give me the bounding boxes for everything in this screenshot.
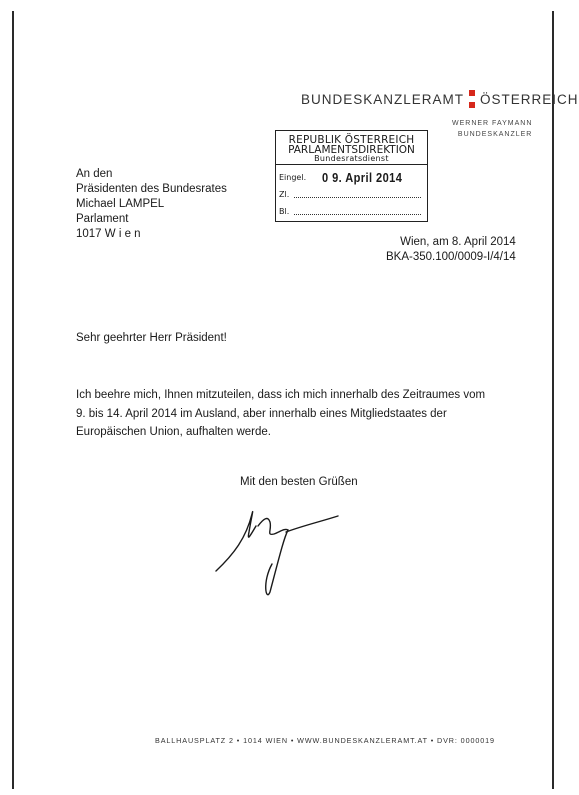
recipient-line-3: Michael LAMPEL: [76, 198, 165, 210]
recipient-line-4: Parlament: [76, 213, 129, 225]
stamp-bl-line: [294, 206, 421, 215]
stamp-line-1: REPUBLIK ÖSTERREICH: [288, 134, 415, 146]
logo-text-right: ÖSTERREICH: [480, 91, 579, 107]
recipient-line-2: Präsidenten des Bundesrates: [76, 183, 227, 195]
stamp-bl-label: Bl.: [279, 207, 290, 216]
recipient-line-5: 1017 W i e n: [76, 228, 141, 240]
place-date: Wien, am 8. April 2014: [400, 236, 516, 248]
closing-phrase: Mit den besten Grüßen: [240, 476, 358, 488]
stamp-line-3: Bundesratsdienst: [314, 154, 389, 163]
official-title: BUNDESKANZLER: [457, 131, 533, 138]
official-name: WERNER FAYMANN: [452, 120, 533, 127]
stamp-eingel-date: 0 9. April 2014: [322, 170, 403, 185]
footer-address: BALLHAUSPLATZ 2 • 1014 WIEN • WWW.BUNDESKANZLERAMT.AT • DVR: 0000019: [155, 736, 495, 745]
stamp-zl-label: Zl.: [279, 190, 290, 199]
logo-text-left: BUNDESKANZLERAMT: [301, 91, 465, 107]
letterhead-logo: [301, 90, 579, 108]
recipient-line-1: An den: [76, 168, 113, 180]
reference-number: BKA-350.100/0009-I/4/14: [386, 251, 516, 263]
recipient-address: [76, 167, 227, 242]
austrian-flag-icon: [469, 90, 475, 108]
stamp-divider: [276, 164, 427, 165]
letter-body: Ich beehre mich, Ihnen mitzuteilen, dass ich mich innerhalb des Zeitraumes vom 9. bis 14. April 2014 im Ausland, aber innerhalb eines Mitgliedstaates der Europäischen Union, aufhalten werde.: [76, 389, 486, 438]
stamp-line-2: PARLAMENTSDIREKTION: [288, 144, 415, 156]
receipt-stamp: [275, 130, 428, 222]
letter-page: [12, 11, 579, 789]
salutation: Sehr geehrter Herr Präsident!: [76, 332, 227, 344]
stamp-zl-line: [294, 189, 421, 198]
stamp-eingel-label: Eingel.: [279, 173, 307, 182]
official-block: [452, 118, 532, 140]
handwritten-signature: [214, 496, 344, 596]
date-reference-block: [386, 235, 516, 265]
